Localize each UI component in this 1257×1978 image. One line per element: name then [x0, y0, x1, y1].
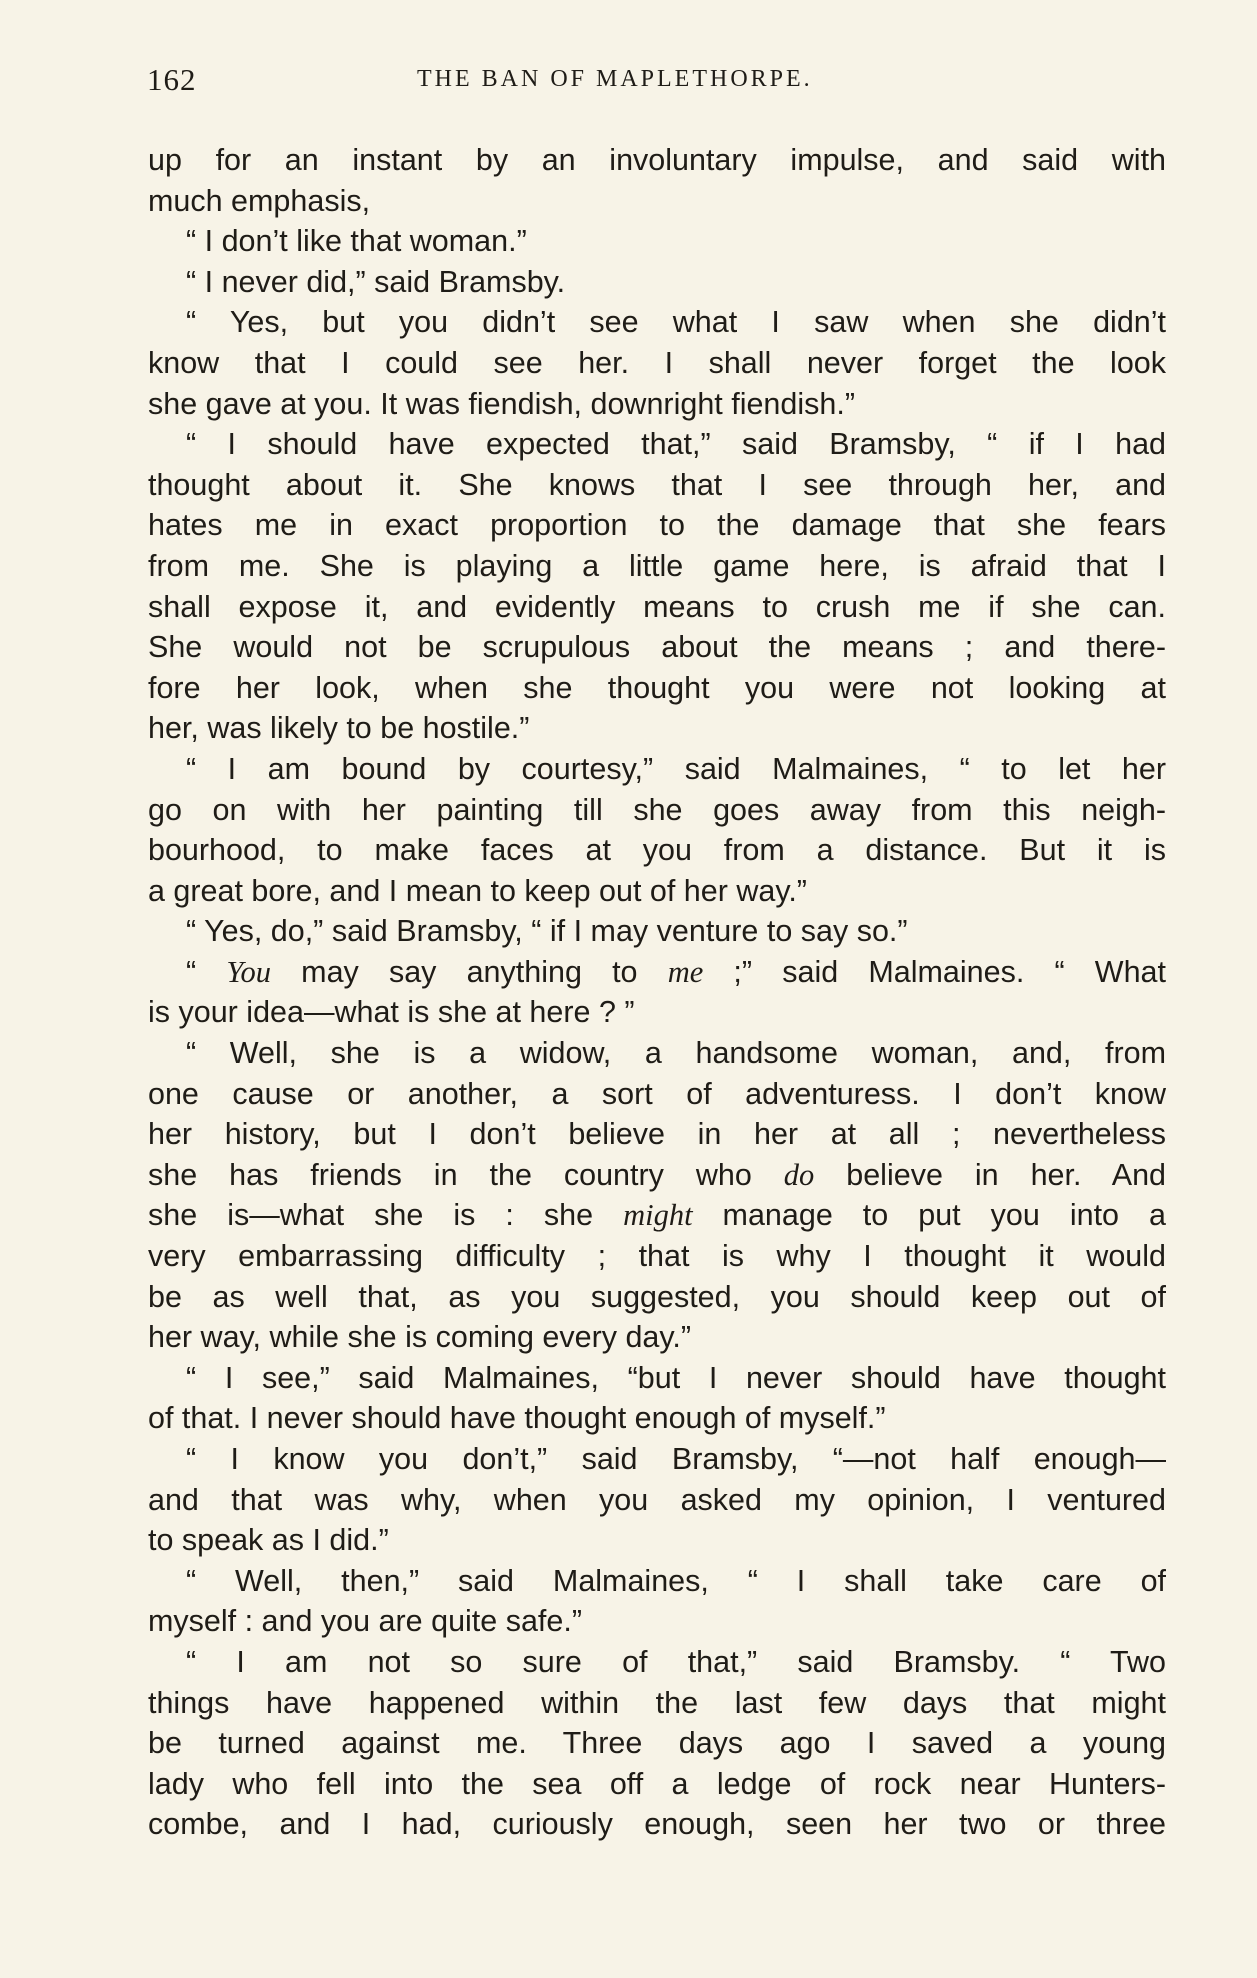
- text-line: go on with her painting till she goes away from this neigh-: [148, 792, 1166, 827]
- text-line: “ I am not so sure of that,” said Bramsby. “ Two: [186, 1644, 1166, 1679]
- text-line: thought about it. She knows that I see through her, and: [148, 467, 1166, 502]
- italic-text: me: [667, 954, 704, 989]
- text-line: “ Yes, do,” said Bramsby, “ if I may venture to say so.”: [186, 914, 908, 949]
- text-line: lady who fell into the sea off a ledge of rock near Hunters-: [148, 1766, 1166, 1801]
- text-line: and that was why, when you asked my opinion, I ventured: [148, 1482, 1166, 1517]
- text-segment: “: [186, 954, 227, 989]
- italic-text: might: [623, 1198, 693, 1233]
- text-line: hates me in exact proportion to the damage that she fears: [148, 508, 1166, 543]
- text-segment: ;” said Malmaines. “ What: [703, 954, 1166, 989]
- text-line: “ I am bound by courtesy,” said Malmaines, “ to let her: [186, 751, 1166, 786]
- text-line: be as well that, as you suggested, you should keep out of: [148, 1279, 1166, 1314]
- text-line: “ Yes, but you didn’t see what I saw when she didn’t: [186, 305, 1166, 340]
- text-segment: she has friends in the country who: [148, 1157, 784, 1192]
- text-line: know that I could see her. I shall never forget the look: [148, 345, 1166, 380]
- text-line: of that. I never should have thought enough of myself.”: [148, 1401, 886, 1436]
- text-segment: may say anything to: [271, 954, 668, 989]
- text-line: “ I don’t like that woman.”: [186, 224, 527, 259]
- text-line: [148, 952, 1166, 993]
- text-segment: believe in her. And: [814, 1157, 1166, 1192]
- text-line: one cause or another, a sort of adventuress. I don’t know: [148, 1076, 1166, 1111]
- running-title: THE BAN OF MAPLETHORPE.: [417, 66, 813, 92]
- italic-text: You: [226, 954, 271, 989]
- text-line: [148, 1195, 1166, 1236]
- running-head: [147, 62, 1167, 102]
- text-line: shall expose it, and evidently means to crush me if she can.: [148, 589, 1166, 624]
- text-segment: manage to put you into a: [692, 1198, 1166, 1233]
- text-line: from me. She is playing a little game here, is afraid that I: [148, 548, 1166, 583]
- text-line: her way, while she is coming every day.”: [148, 1320, 691, 1355]
- text-line: much emphasis,: [148, 183, 371, 218]
- text-line: “ I see,” said Malmaines, “but I never should have thought: [186, 1360, 1166, 1395]
- text-line: fore her look, when she thought you were not looking at: [148, 670, 1166, 705]
- text-line: “ Well, she is a widow, a handsome woman, and, from: [186, 1036, 1166, 1071]
- text-line: up for an instant by an involuntary impulse, and said with: [148, 143, 1166, 177]
- text-line: to speak as I did.”: [148, 1523, 389, 1558]
- text-line: very embarrassing difficulty ; that is why I thought it would: [148, 1239, 1166, 1274]
- italic-text: do: [783, 1157, 815, 1192]
- text-segment: she is—what she is : she: [148, 1198, 624, 1233]
- text-line: bourhood, to make faces at you from a distance. But it is: [148, 833, 1166, 868]
- text-line: combe, and I had, curiously enough, seen her two or three: [148, 1807, 1166, 1842]
- text-line: is your idea—what is she at here ? ”: [148, 995, 635, 1030]
- text-line: her history, but I don’t believe in her at all ; nevertheless: [148, 1117, 1166, 1152]
- text-line: be turned against me. Three days ago I saved a young: [148, 1726, 1166, 1761]
- text-line: [148, 1155, 1166, 1196]
- body-text: [148, 140, 1166, 1845]
- text-line: myself : and you are quite safe.”: [148, 1604, 582, 1639]
- text-line: a great bore, and I mean to keep out of her way.”: [148, 873, 807, 908]
- text-line: she gave at you. It was fiendish, downright fiendish.”: [148, 386, 855, 421]
- page-number: 162: [147, 62, 197, 97]
- text-line: things have happened within the last few days that might: [148, 1685, 1166, 1720]
- text-line: her, was likely to be hostile.”: [148, 711, 530, 746]
- text-line: “ I never did,” said Bramsby.: [186, 264, 566, 299]
- text-line: “ I should have expected that,” said Bramsby, “ if I had: [186, 427, 1166, 462]
- text-line: “ I know you don’t,” said Bramsby, “—not half enough—: [186, 1442, 1166, 1476]
- text-line: She would not be scrupulous about the means ; and there-: [148, 630, 1166, 665]
- text-line: “ Well, then,” said Malmaines, “ I shall take care of: [186, 1563, 1166, 1598]
